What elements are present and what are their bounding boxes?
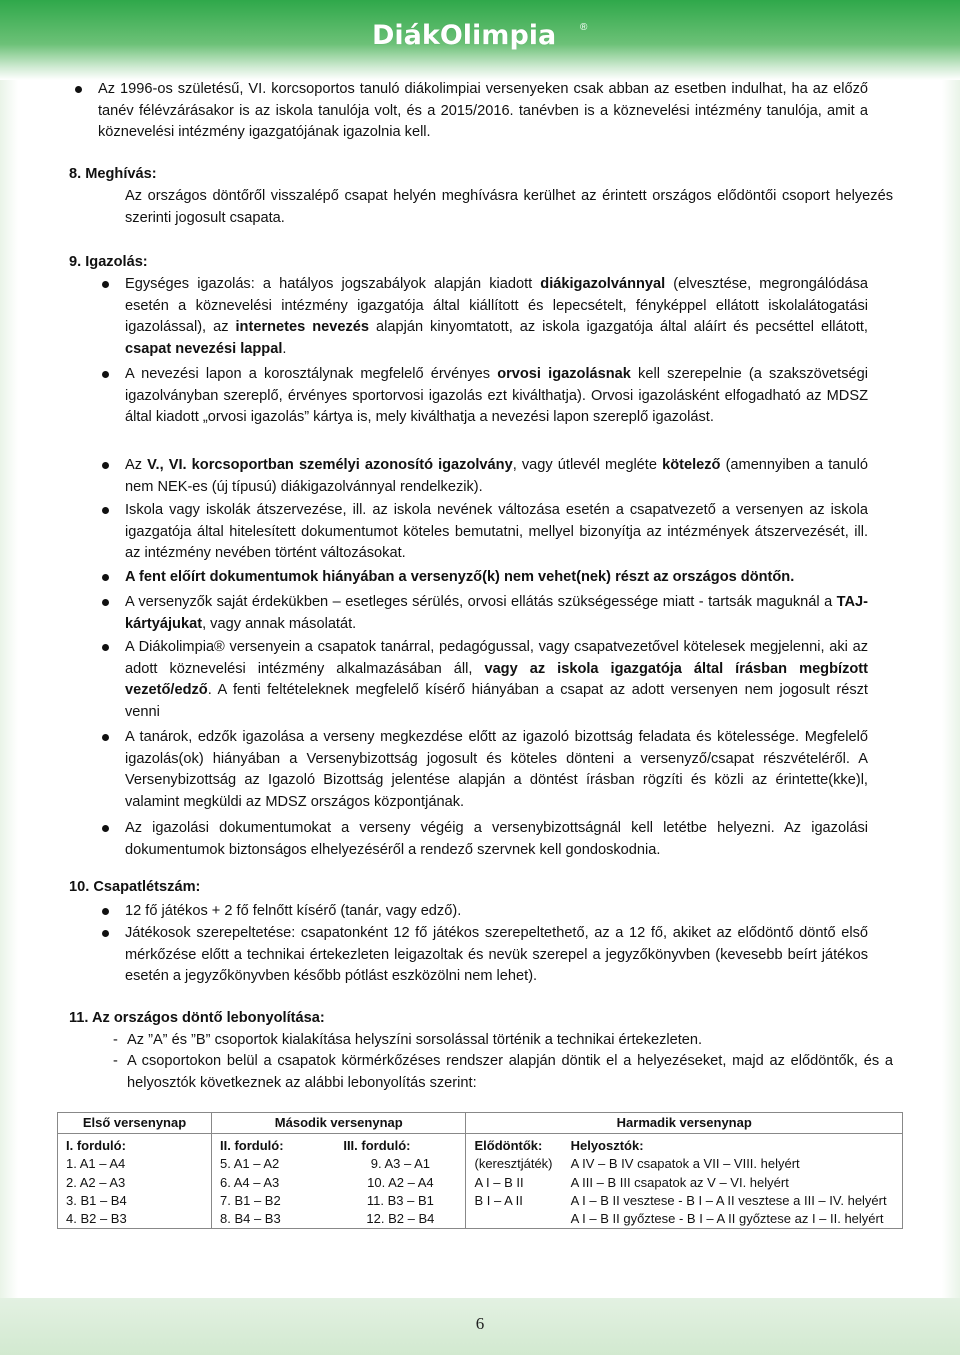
table-cell: A IV – B IV csapatok a VII – VIII. helyért — [563, 1155, 903, 1173]
table-cell: 10. A2 – A4 — [335, 1174, 466, 1192]
s9-bullet-5 — [125, 567, 868, 589]
registered-mark: ® — [580, 22, 588, 33]
table-cell: (keresztjáték) — [466, 1155, 563, 1173]
table-header-day-2: Második versenynap — [212, 1113, 466, 1134]
table-cell: B I – A II — [466, 1192, 563, 1210]
s11-dash-1 — [113, 1030, 893, 1052]
s9-bullet-6 — [125, 592, 868, 635]
bullet-dot — [102, 930, 109, 937]
table-row — [58, 1210, 903, 1229]
intro-bullet — [98, 79, 868, 144]
dash-marker: - — [113, 1053, 118, 1069]
section-11-title: 11. Az országos döntő lebonyolítása: — [69, 1010, 325, 1026]
table-header-row — [58, 1113, 903, 1134]
table-cell: 3. B1 – B4 — [58, 1192, 212, 1210]
s9-bullet-6-text: A versenyzők saját érdekükben – esetleges sérülés, orvosi ellátás szükségessége miatt - tartsák maguknál a TAJ-kártyájukat, vagy annak másolatát. — [125, 594, 868, 632]
s9-bullet-8 — [125, 727, 868, 813]
bullet-dot — [102, 599, 109, 606]
table-cell: III. forduló: — [335, 1134, 466, 1156]
s9-bullet-8-text: A tanárok, edzők igazolása a verseny megkezdése előtt az igazoló bizottság feladata és kötelessége. Megfelelő igazolás(ok) hiányában a Versenybizottság jogosult és köteles dönteni a versenyző/csapat részvételéről. A Versenybizottság az Igazoló Bizottság jelentése alapján a döntést írásban rögzíti és közli az érintette(kke)l, valamint megküldi az MDSZ országos központjának. — [125, 729, 868, 810]
s10-bullet-1 — [125, 901, 868, 923]
s11-dash-1-text: Az ”A” és ”B” csoportok kialakítása helyszíni sorsolással történik a technikai értekezleten. — [127, 1032, 703, 1048]
page-footer — [0, 1298, 960, 1355]
table-row — [58, 1174, 903, 1192]
s11-dash-2 — [113, 1051, 893, 1094]
left-decor-bar — [0, 80, 18, 1298]
s9-bullet-2-text: A nevezési lapon a korosztálynak megfelelő érvényes orvosi igazolásnak kell szerepelnie (a szakszövetségi igazolványban szereplő, érvényes sportorvosi igazolás ezt kiválthatja). Orvosi igazolásként elfogadható az MDSZ által kiadott „orvosi igazolás” kártya is, mely kiválthatja a nevezési lapon szereplő igazolást. — [125, 366, 868, 426]
table-cell: A I – B II vesztese - B I – A II vesztese a III – IV. helyért — [563, 1192, 903, 1210]
table-cell: 11. B3 – B1 — [335, 1192, 466, 1210]
bullet-dot — [102, 462, 109, 469]
table-row — [58, 1155, 903, 1173]
table-cell: 12. B2 – B4 — [335, 1210, 466, 1229]
table-cell: Elődöntők: — [466, 1134, 563, 1156]
table-cell: 4. B2 – B3 — [58, 1210, 212, 1229]
s9-bullet-1 — [125, 274, 868, 360]
table-cell: A I – B II — [466, 1174, 563, 1192]
table-cell: 9. A3 – A1 — [335, 1155, 466, 1173]
right-decor-bar — [942, 80, 960, 1298]
bullet-dot — [102, 908, 109, 915]
section-8-title: 8. Meghívás: — [69, 166, 157, 182]
s9-bullet-7-text: A Diákolimpia® versenyein a csapatok tanárral, pedagógussal, vagy csapatvezetővel kötelesek megjelenni, aki az adott köznevelési intézmény alkalmazásában áll, vagy az iskola igazgatója által írásban megbízott vezető/edző. A fenti feltételeknek megfelelő kísérő hiányában a csapat az adott versenyen nem jogosult részt venni — [125, 639, 868, 720]
s9-bullet-1-text: Egységes igazolás: a hatályos jogszabályok alapján kiadott diákigazolvánnyal (elvesztése, megrongálódása esetén a köznevelési intézmény igazgatója által kiállított és lepecsételt, fényképpel ellátott iskolalátogatási igazolással), az internetes nevezés alapján kinyomtatott, az iskola igazgatója által aláírt és pecséttel ellátott, csapat nevezési lappal. — [125, 276, 868, 357]
table-cell — [466, 1210, 563, 1229]
s9-bullet-7 — [125, 637, 868, 723]
bullet-dot — [102, 644, 109, 651]
bullet-dot — [102, 574, 109, 581]
table-header-day-1: Első versenynap — [58, 1113, 212, 1134]
table-row — [58, 1192, 903, 1210]
bullet-dot — [102, 734, 109, 741]
table-cell: 1. A1 – A4 — [58, 1155, 212, 1173]
table-cell: Helyosztók: — [563, 1134, 903, 1156]
s9-bullet-3-text: Az V., VI. korcsoportban személyi azonosító igazolvány, vagy útlevél megléte kötelező (amennyiben a tanuló nem NEK-es (új típusú) diákigazolvánnyal rendelkezik). — [125, 457, 869, 495]
s10-bullet-2-text: Játékosok szerepeltetése: csapatonként 12 fő játékos szerepeltethető, az a 12 fő, akiket az elődöntő döntő első mérkőzése előtt a technikai értekezleten leigazoltak és nevük szerepel a jegyzőkönyvben (kevesebb beírt játékos esetén a jegyzőkönyvben később pótlást eszközölni nem lehet). — [125, 925, 868, 985]
table-cell: 5. A1 – A2 — [212, 1155, 336, 1173]
bullet-dot — [102, 507, 109, 514]
s9-bullet-9 — [125, 818, 868, 861]
s9-bullet-4 — [125, 500, 868, 565]
table-header-day-3: Harmadik versenynap — [466, 1113, 903, 1134]
s10-bullet-2 — [125, 923, 868, 988]
table-cell: A III – B III csapatok az V – VI. helyért — [563, 1174, 903, 1192]
section-8-text: Az országos döntőről visszalépő csapat helyén meghívásra kerülhet az érintett országos elődöntői csoport helyezés szerinti jogosult csapata. — [125, 188, 893, 226]
table-cell: I. forduló: — [58, 1134, 212, 1156]
diakolimpia-logo: DiákOlimpia — [372, 20, 557, 51]
table-row — [58, 1134, 903, 1156]
bullet-dot — [102, 825, 109, 832]
bullet-dot — [102, 371, 109, 378]
table-cell: II. forduló: — [212, 1134, 336, 1156]
table-cell: 2. A2 – A3 — [58, 1174, 212, 1192]
s9-bullet-4-text: Iskola vagy iskolák átszervezése, ill. az iskola nevének változása esetén a csapatvezető a versenyen az iskola igazgatója által hitelesített dokumentumot köteles bemutatni, mellyel bizonyítja az intézmények átszervezését, ill. az intézmény nevében történt változásokat. — [125, 502, 868, 562]
table-cell: 6. A4 – A3 — [212, 1174, 336, 1192]
table-cell: A I – B II győztese - B I – A II győztese az I – II. helyért — [563, 1210, 903, 1229]
page-header — [0, 0, 960, 80]
s9-bullet-5-text: A fent előírt dokumentumok hiányában a versenyző(k) nem vehet(nek) részt az országos döntőn. — [125, 569, 795, 585]
table-cell: 7. B1 – B2 — [212, 1192, 336, 1210]
s11-dash-2-text: A csoportokon belül a csapatok körmérkőzéses rendszer alapján döntik el a helyezéseket, majd az elődöntők, és a helyosztók következnek az alábbi lebonyolítás szerint: — [127, 1053, 893, 1091]
page-number: 6 — [475, 1314, 485, 1333]
s9-bullet-3 — [125, 455, 868, 498]
s9-bullet-2 — [125, 364, 868, 429]
intro-bullet-text: Az 1996-os születésű, VI. korcsoportos tanuló diákolimpiai versenyeken csak abban az esetben indulhat, ha az előző tanév félévzárásakor is az iskola tanulója volt, és a 2015/2016. tanévben is a köznevelési intézmény tanulója, amit a köznevelési intézmény igazgatójának igazolnia kell. — [98, 81, 868, 141]
bullet-dot — [75, 86, 82, 93]
bullet-dot — [102, 281, 109, 288]
schedule-table — [57, 1112, 903, 1229]
s10-bullet-1-text: 12 fő játékos + 2 fő felnőtt kísérő (tanár, vagy edző). — [125, 903, 462, 919]
dash-marker: - — [113, 1032, 118, 1048]
section-9-title: 9. Igazolás: — [69, 254, 148, 270]
table-cell: 8. B4 – B3 — [212, 1210, 336, 1229]
section-10-title: 10. Csapatlétszám: — [69, 879, 201, 895]
s9-bullet-9-text: Az igazolási dokumentumokat a verseny végéig a versenybizottságnál kell letétbe helyezni. Az igazolási dokumentumok biztonságos elhelyezéséről a rendező szervnek kell gondoskodnia. — [125, 820, 868, 858]
